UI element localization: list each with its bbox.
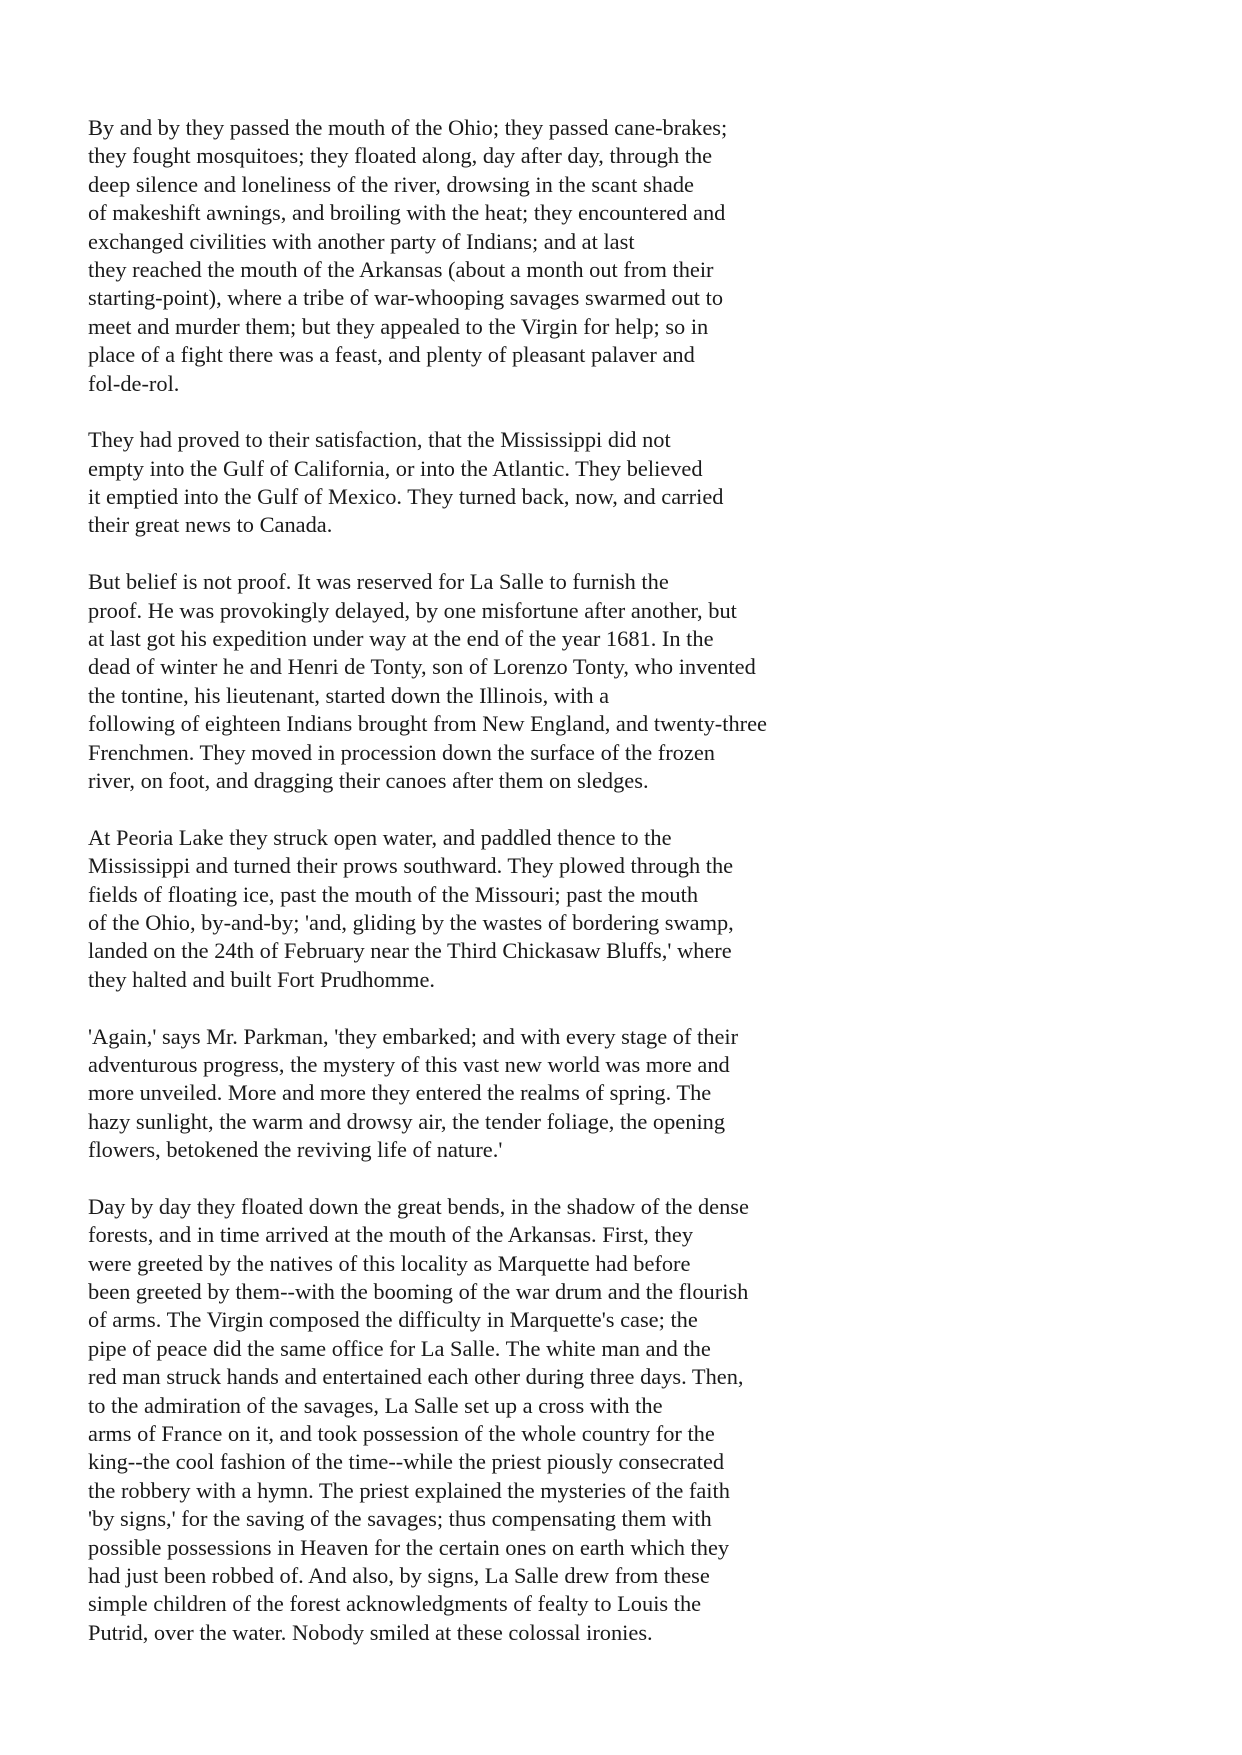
text-line: But belief is not proof. It was reserved for La Salle to furnish the <box>88 569 669 595</box>
text-line: Frenchmen. They moved in procession down the surface of the frozen <box>88 739 715 765</box>
text-line: hazy sunlight, the warm and drowsy air, the tender foliage, the opening <box>88 1108 726 1134</box>
text-line: place of a fight there was a feast, and plenty of pleasant palaver and <box>88 342 695 368</box>
text-line: their great news to Canada. <box>88 512 333 538</box>
text-line: it emptied into the Gulf of Mexico. They turned back, now, and carried <box>88 484 724 510</box>
text-line: king--the cool fashion of the time--while the priest piously consecrated <box>88 1449 725 1475</box>
text-line: been greeted by them--with the booming of the war drum and the flourish <box>88 1279 749 1305</box>
text-line: landed on the 24th of February near the Third Chickasaw Bluffs,' where <box>88 938 732 964</box>
text-line: arms of France on it, and took possession of the whole country for the <box>88 1420 715 1446</box>
text-line: Mississippi and turned their prows southward. They plowed through the <box>88 853 734 879</box>
text-line: deep silence and loneliness of the river, drowsing in the scant shade <box>88 171 694 197</box>
paragraph <box>88 114 1188 398</box>
paragraph <box>88 1193 1188 1647</box>
text-line: red man struck hands and entertained each other during three days. Then, <box>88 1364 744 1390</box>
text-line: fields of floating ice, past the mouth of the Missouri; past the mouth <box>88 881 699 907</box>
text-line: empty into the Gulf of California, or into the Atlantic. They believed <box>88 455 703 481</box>
text-line: Day by day they floated down the great bends, in the shadow of the dense <box>88 1193 749 1219</box>
text-line: adventurous progress, the mystery of this vast new world was more and <box>88 1051 730 1077</box>
text-line: to the admiration of the savages, La Salle set up a cross with the <box>88 1392 663 1418</box>
document-page <box>88 114 1188 1675</box>
text-line: more unveiled. More and more they entered the realms of spring. The <box>88 1080 712 1106</box>
text-line: 'Again,' says Mr. Parkman, 'they embarked; and with every stage of their <box>88 1023 739 1049</box>
text-line: they halted and built Fort Prudhomme. <box>88 966 436 992</box>
text-line: the robbery with a hymn. The priest explained the mysteries of the faith <box>88 1477 730 1503</box>
text-line: simple children of the forest acknowledgments of fealty to Louis the <box>88 1591 702 1617</box>
paragraph <box>88 426 1188 540</box>
text-line: following of eighteen Indians brought from New England, and twenty-three <box>88 711 768 737</box>
text-line: had just been robbed of. And also, by signs, La Salle drew from these <box>88 1562 710 1588</box>
text-line: Putrid, over the water. Nobody smiled at these colossal ironies. <box>88 1619 653 1645</box>
text-line: dead of winter he and Henri de Tonty, son of Lorenzo Tonty, who invented <box>88 654 756 680</box>
paragraph <box>88 824 1188 994</box>
paragraph <box>88 1023 1188 1165</box>
text-line: river, on foot, and dragging their canoes after them on sledges. <box>88 767 649 793</box>
text-line: 'by signs,' for the saving of the savages; thus compensating them with <box>88 1506 712 1532</box>
text-line: flowers, betokened the reviving life of nature.' <box>88 1137 503 1163</box>
text-line: they fought mosquitoes; they floated along, day after day, through the <box>88 143 713 169</box>
text-line: fol-de-rol. <box>88 370 180 396</box>
text-line: They had proved to their satisfaction, that the Mississippi did not <box>88 427 671 453</box>
text-line: starting-point), where a tribe of war-whooping savages swarmed out to <box>88 285 724 311</box>
text-line: proof. He was provokingly delayed, by one misfortune after another, but <box>88 597 737 623</box>
text-line: they reached the mouth of the Arkansas (about a month out from their <box>88 256 714 282</box>
text-line: of the Ohio, by-and-by; 'and, gliding by the wastes of bordering swamp, <box>88 909 734 935</box>
text-line: meet and murder them; but they appealed to the Virgin for help; so in <box>88 313 709 339</box>
text-line: pipe of peace did the same office for La Salle. The white man and the <box>88 1335 711 1361</box>
text-line: By and by they passed the mouth of the Ohio; they passed cane-brakes; <box>88 115 728 140</box>
paragraph <box>88 568 1188 795</box>
text-line: of arms. The Virgin composed the difficulty in Marquette's case; the <box>88 1307 698 1333</box>
text-line: of makeshift awnings, and broiling with the heat; they encountered and <box>88 200 726 226</box>
text-line: were greeted by the natives of this locality as Marquette had before <box>88 1250 691 1276</box>
text-line: at last got his expedition under way at the end of the year 1681. In the <box>88 626 714 652</box>
text-line: the tontine, his lieutenant, started down the Illinois, with a <box>88 682 610 708</box>
text-line: exchanged civilities with another party of Indians; and at last <box>88 228 635 254</box>
text-line: possible possessions in Heaven for the certain ones on earth which they <box>88 1534 730 1560</box>
text-line: At Peoria Lake they struck open water, and paddled thence to the <box>88 824 672 850</box>
text-line: forests, and in time arrived at the mouth of the Arkansas. First, they <box>88 1222 694 1248</box>
